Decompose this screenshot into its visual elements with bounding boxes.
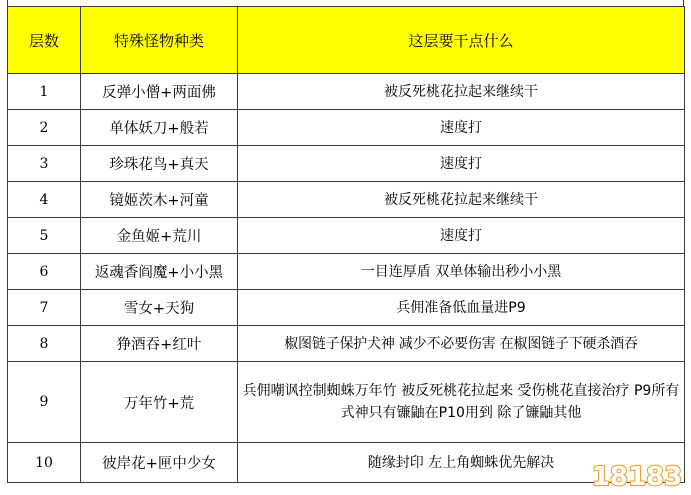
- table-row: [8, 110, 685, 146]
- tip-cell: 椒图链子保护犬神 减少不必要伤害 在椒图链子下硬杀酒吞: [238, 326, 685, 362]
- tip-cell: 速度打: [238, 218, 685, 254]
- monster-cell: 镜姬茨木+河童: [81, 182, 238, 218]
- tip-cell: 速度打: [238, 146, 685, 182]
- monster-cell: 金鱼姬+荒川: [81, 218, 238, 254]
- floor-cell: 5: [8, 218, 81, 254]
- 18183-logo-icon: [589, 455, 685, 495]
- table-row: [8, 290, 685, 326]
- tip-cell: 随缘封印 左上角蜘蛛优先解决: [238, 443, 685, 483]
- header-monster: 特殊怪物种类: [81, 7, 238, 74]
- watermark-text: 18183: [591, 462, 683, 492]
- table-row: [8, 218, 685, 254]
- monster-cell: 雪女+天狗: [81, 290, 238, 326]
- monster-cell: 反弹小僧+两面佛: [81, 74, 238, 110]
- monster-cell: 返魂香阎魔+小小黑: [81, 254, 238, 290]
- tip-cell: 被反死桃花拉起来继续干: [238, 74, 685, 110]
- floor-cell: 7: [8, 290, 81, 326]
- monster-cell: 珍珠花鸟+真天: [81, 146, 238, 182]
- table-row: [8, 74, 685, 110]
- monster-cell: 狰酒吞+红叶: [81, 326, 238, 362]
- monster-cell: 万年竹+荒: [81, 362, 238, 443]
- tip-cell: 被反死桃花拉起来继续干: [238, 182, 685, 218]
- table-row: [8, 326, 685, 362]
- floor-cell: 4: [8, 182, 81, 218]
- monster-cell: 彼岸花+匣中少女: [81, 443, 238, 483]
- floor-cell: 8: [8, 326, 81, 362]
- floor-guide-table: [7, 6, 685, 483]
- table-row: [8, 254, 685, 290]
- header-floor: 层数: [8, 7, 81, 74]
- floor-cell: 9: [8, 362, 81, 443]
- tip-cell: 兵佣准备低血量进P9: [238, 290, 685, 326]
- floor-cell: 10: [8, 443, 81, 483]
- table-row: [8, 443, 685, 483]
- table-header-row: [8, 7, 685, 74]
- table-row: [8, 362, 685, 443]
- floor-cell: 6: [8, 254, 81, 290]
- tip-cell: 一目连厚盾 双单体输出秒小小黑: [238, 254, 685, 290]
- floor-cell: 1: [8, 74, 81, 110]
- table-row: [8, 182, 685, 218]
- tip-cell: 兵佣嘲讽控制蜘蛛万年竹 被反死桃花拉起来 受伤桃花直接治疗 P9所有式神只有镰鼬在P10用到 除了镰鼬其他: [238, 362, 685, 443]
- monster-cell: 单体妖刀+般若: [81, 110, 238, 146]
- table-row: [8, 146, 685, 182]
- floor-cell: 2: [8, 110, 81, 146]
- header-tip: 这层要干点什么: [238, 7, 685, 74]
- tip-cell: 速度打: [238, 110, 685, 146]
- floor-cell: 3: [8, 146, 81, 182]
